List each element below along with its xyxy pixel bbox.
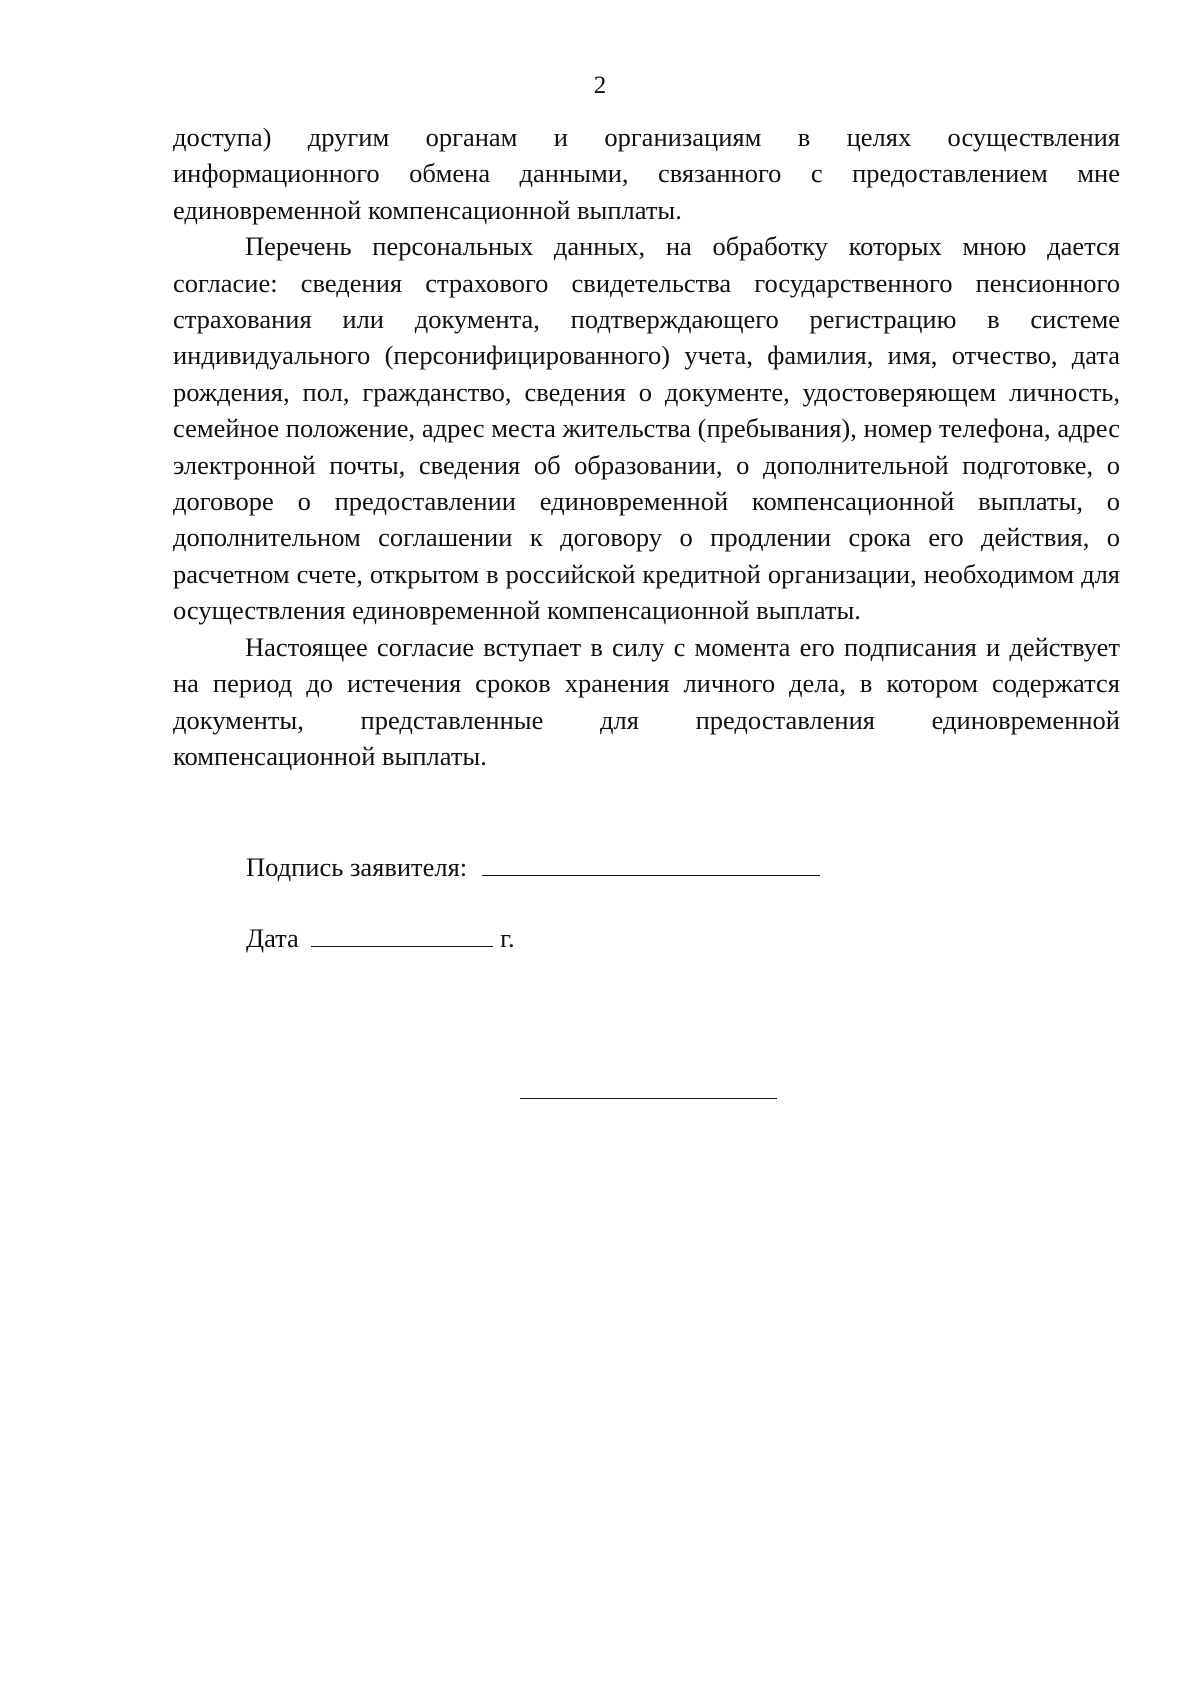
closing-divider (520, 1098, 777, 1099)
date-suffix: г. (500, 923, 515, 953)
date-field[interactable] (311, 920, 493, 947)
paragraph-personal-data-list: Перечень персональных данных, на обработку которых мною дается согласие: сведения страхового свидетельства государственного пенсионного страхования или документа, подтверждающего регистрацию в системе индивидуального (персонифицированного) учета, фамилия, имя, отчество, дата рождения, пол, гражданство, сведения о документе, удостоверяющем личность, семейное положение, адрес места жительства (пребывания), номер телефона, адрес электронной почты, сведения об образовании, о дополнительной подготовке, о договоре о предоставлении единовременной компенсационной выплаты, о дополнительном соглашении к договору о продлении срока его действия, о расчетном счете, открытом в российской кредитной организации, необходимом для осуществления единовременной компенсационной выплаты. (173, 231, 1120, 626)
signature-label: Подпись заявителя: (246, 852, 468, 882)
paragraph-continuation: доступа) другим органам и организациям в целях осуществления информационного обмена данными, связанного с предоставлением мне единовременной компенсационной выплаты. (173, 122, 1120, 225)
signature-field[interactable] (482, 849, 820, 876)
date-label: Дата (246, 923, 299, 953)
paragraph-validity: Настоящее согласие вступает в силу с момента его подписания и действует на период до истечения сроков хранения личного дела, в котором содержатся документы, представленные для предоставления единовременной компенсационной выплаты. (173, 631, 1120, 771)
document-body (173, 119, 1120, 774)
signature-row (246, 849, 820, 885)
page-number: 2 (593, 72, 607, 99)
date-row (246, 920, 515, 956)
